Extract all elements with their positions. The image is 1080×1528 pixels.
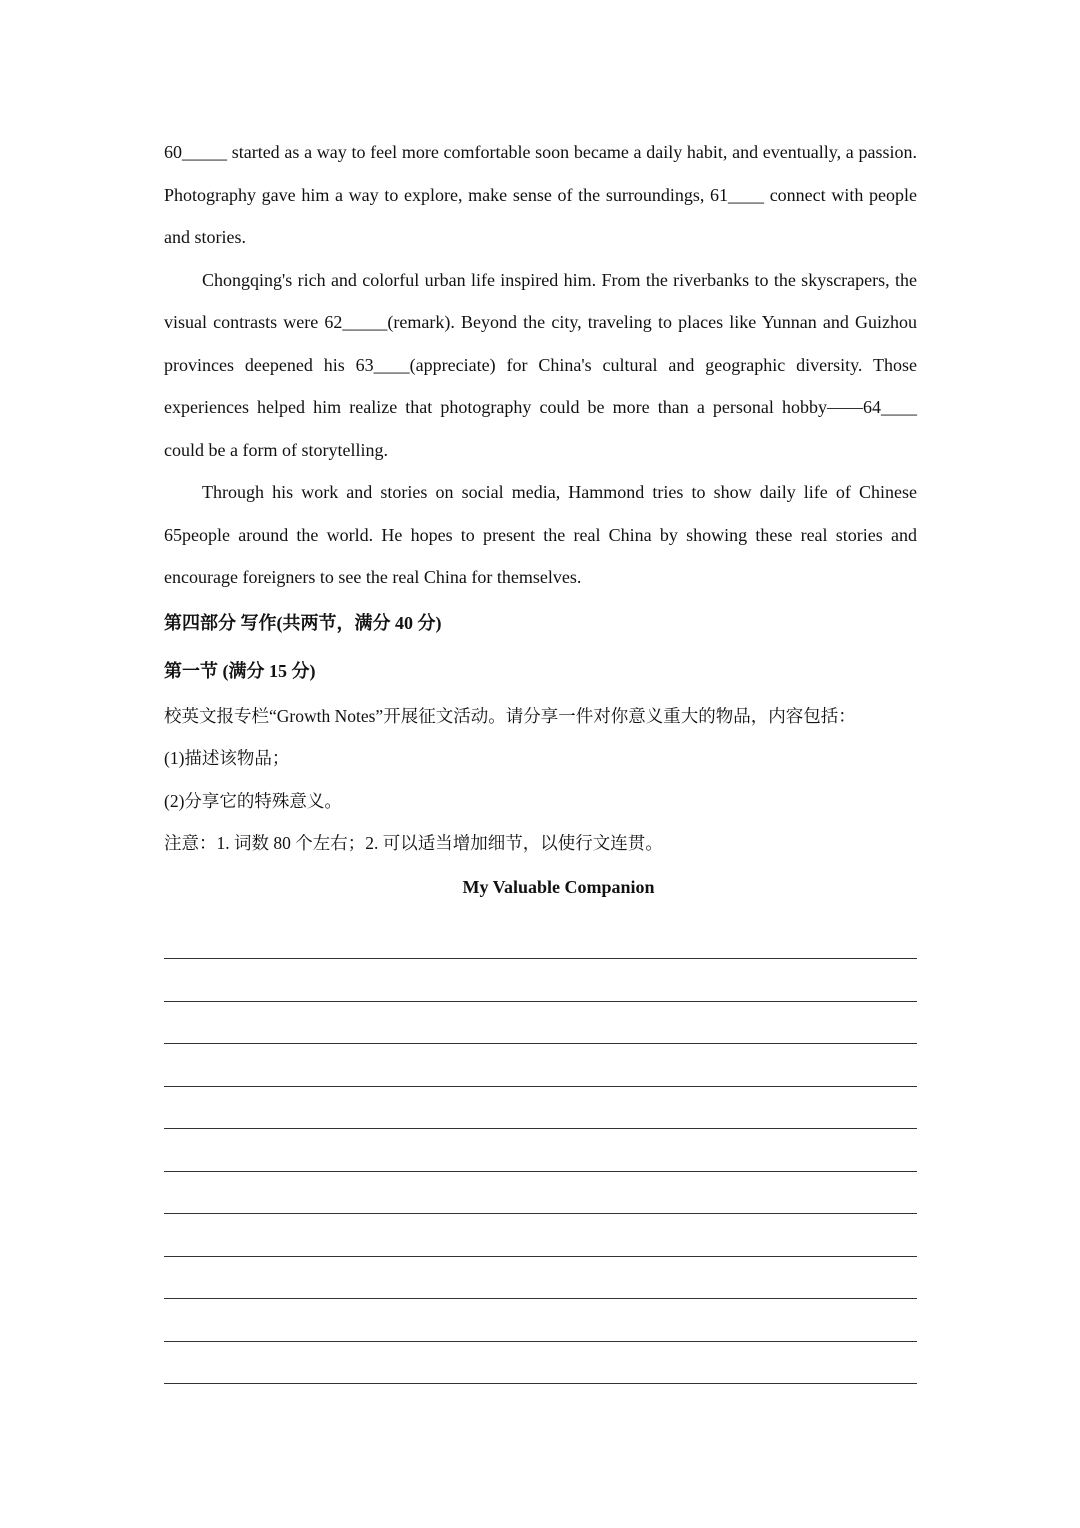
passage-paragraph-1: 60_____ started as a way to feel more comfortable soon became a daily habit, and eventually, a passion. Photography gave him a way to explore, make sense of the surroundings, 61____ connect with people and stories. [164, 142, 917, 247]
answer-line[interactable] [164, 1299, 917, 1342]
answer-lines [164, 917, 917, 1385]
answer-line[interactable] [164, 1129, 917, 1172]
answer-line[interactable] [164, 1002, 917, 1045]
section-one-heading: 第一节 (满分 15 分) [164, 660, 316, 681]
writing-requirement-2: (2)分享它的特殊意义。 [164, 790, 342, 811]
writing-prompt: 校英文报专栏“Growth Notes”开展征文活动。请分享一件对你意义重大的物品，内容包括： [164, 705, 856, 726]
part-four-heading: 第四部分 写作(共两节，满分 40 分) [164, 612, 442, 633]
answer-line[interactable] [164, 1257, 917, 1300]
writing-note: 注意：1. 词数 80 个左右；2. 可以适当增加细节，以使行文连贯。 [164, 833, 663, 853]
passage-paragraph-3: Through his work and stories on social media, Hammond tries to show daily life of Chinese 65people around the world. He hopes to present the real China by showing these real stories and encourage foreigners to see the real China for themselves. [164, 482, 917, 587]
answer-line[interactable] [164, 1087, 917, 1130]
answer-line[interactable] [164, 1342, 917, 1385]
answer-line[interactable] [164, 917, 917, 960]
writing-requirement-1: (1)描述该物品； [164, 748, 290, 768]
answer-line[interactable] [164, 959, 917, 1002]
answer-line[interactable] [164, 1044, 917, 1087]
essay-title: My Valuable Companion [462, 876, 655, 897]
answer-line[interactable] [164, 1214, 917, 1257]
answer-line[interactable] [164, 1172, 917, 1215]
passage-paragraph-2: Chongqing's rich and colorful urban life inspired him. From the riverbanks to the skyscrapers, the visual contrasts were 62_____(remark). Beyond the city, traveling to places like Yunnan and Guizhou provinces deepened his 63____(appreciate) for China's cultural and geographic diversity. Those experiences helped him realize that photography could be more than a personal hobby——64____ could be a form of storytelling. [164, 269, 917, 460]
exam-page [164, 131, 917, 1384]
